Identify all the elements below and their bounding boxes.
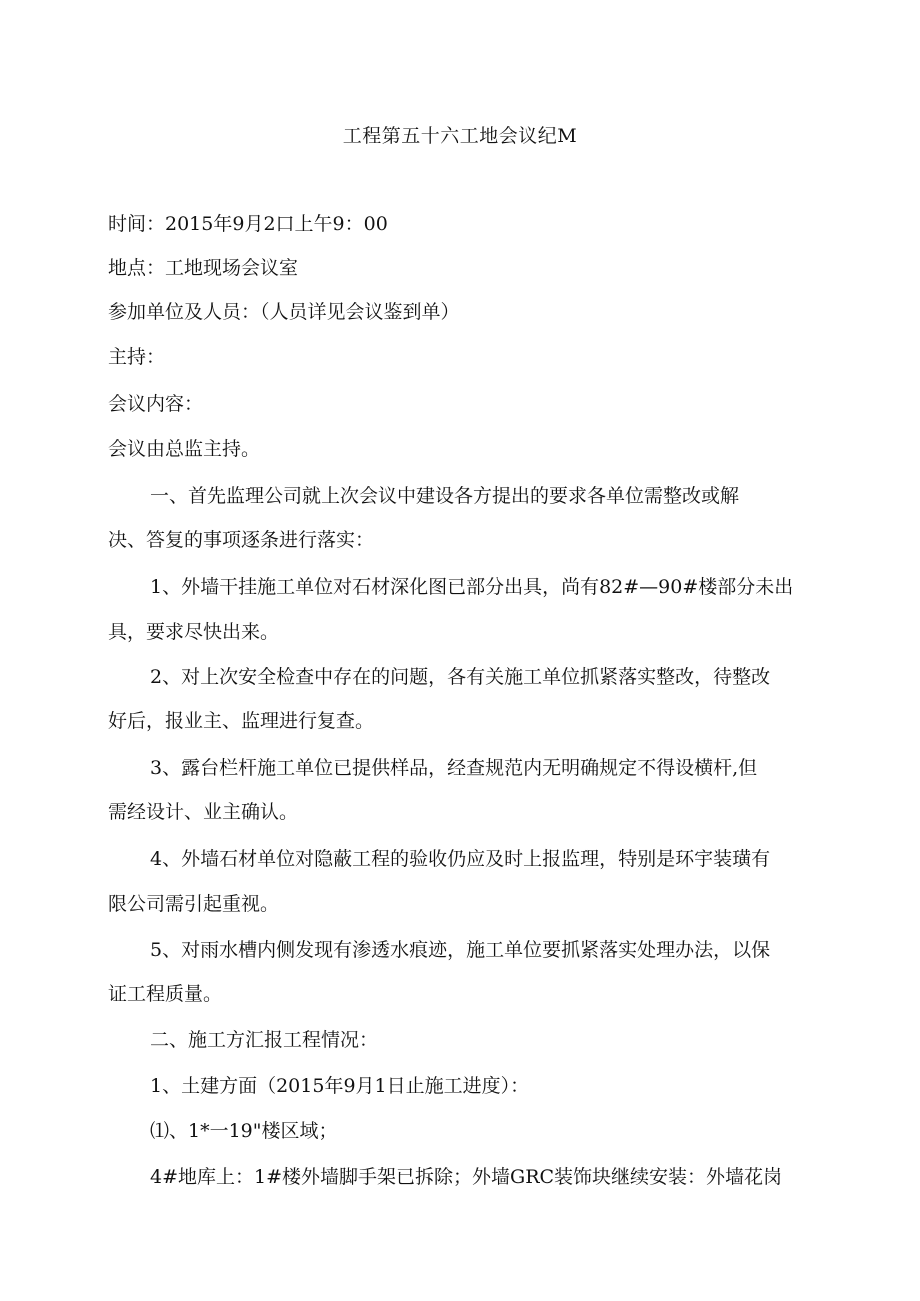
document-title: 工程第五十六工地会议纪M [342, 125, 578, 147]
item-2-line-1: 2、对上次安全检查中存在的问题，各有关施工单位抓紧落实整改，待整改 [150, 666, 771, 688]
meeting-content-heading: 会议内容： [108, 393, 204, 415]
item-5-line-1: 5、对雨水槽内侧发现有渗透水痕迹，施工单位要抓紧落实处理办法，以保 [150, 939, 771, 961]
meeting-time: 时间：2015年9月2口上午9：00 [108, 213, 388, 235]
meeting-location: 地点：工地现场会议室 [108, 257, 299, 279]
item-4-line-1: 4、外墙石材单位对隐蔽工程的验收仍应及时上报监理，特别是环宇装璜有 [150, 848, 771, 870]
section-2-heading: 二、施工方汇报工程情况： [150, 1029, 379, 1051]
item-4-line-2: 限公司需引起重视。 [108, 893, 280, 915]
section-1-heading-cont: 决、答复的事项逐条进行落实： [108, 529, 375, 551]
item-1-line-1: 1、外墙干挂施工单位对石材深化图已部分出具，尚有82#—90#楼部分未出 [150, 576, 794, 598]
meeting-attendees: 参加单位及人员：（人员详见会议鉴到单） [108, 301, 460, 323]
item-5-line-2: 证工程质量。 [108, 983, 223, 1005]
item-1-line-2: 具，要求尽快出来。 [108, 621, 280, 643]
section-1-heading: 一、首先监理公司就上次会议中建设各方提出的要求各单位需整改或解 [150, 485, 740, 507]
basement-progress-line: 4#地库上：1#楼外墙脚手架已拆除；外墙GRC装饰块继续安装：外墙花岗 [150, 1166, 783, 1188]
item-3-line-2: 需经设计、业主确认。 [108, 801, 299, 823]
civil-progress-heading: 1、土建方面（2015年9月1日止施工进度）： [150, 1075, 530, 1097]
item-2-line-2: 好后，报业主、监理进行复查。 [108, 710, 375, 732]
building-area-item: ⑴、1*一19"楼区域； [150, 1120, 338, 1142]
meeting-chair-note: 会议由总监主持。 [108, 438, 261, 460]
item-3-line-1: 3、露台栏杆施工单位已提供样品，经查规范内无明确规定不得设横杆,但 [150, 757, 758, 779]
meeting-host: 主持： [108, 346, 166, 368]
